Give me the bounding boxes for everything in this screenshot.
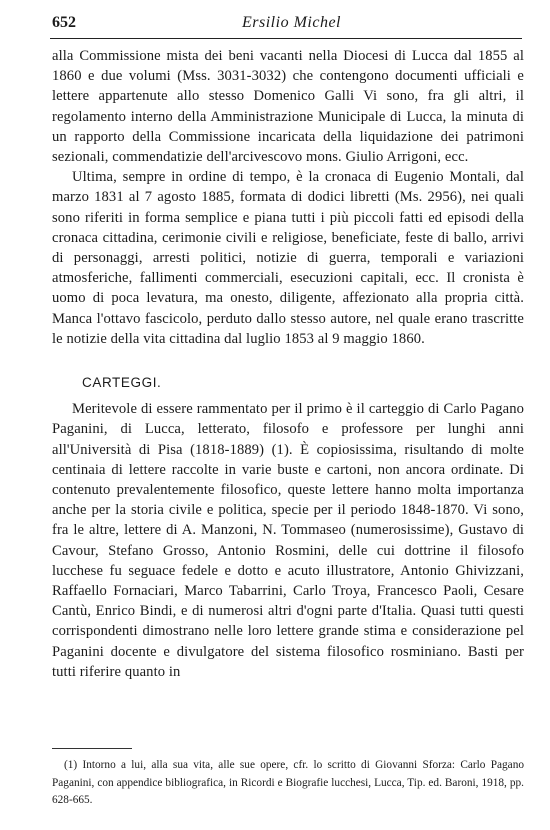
paragraph-montali-chronicle: Ultima, sempre in ordine di tempo, è la cronaca di Eugenio Montali, dal marzo 1831 al 7 agosto 1885, formata di dodici libretti (Ms. 2956), nei quali sono riferiti in forma semplice e piana tutti i più piccoli fatti ed episodi della cronaca cittadina, cerimonie civili e religiose, beneficiate, feste di ballo, arrivi di personaggi, arresti politici, notizie di guerra, temporali e variazioni atmosferiche, fallimenti commerciali, esecuzioni capitali, ecc. Il cronista è uomo di poca levatura, ma onesto, diligente, affezionato alla propria città. Manca l'ottavo fascicolo, perduto dallo stesso autore, nel quale erano trascritte le notizie della vita cittadina dal luglio 1853 al 9 maggio 1860. (52, 169, 524, 347)
footnote-rule (52, 748, 132, 749)
body-text (52, 46, 524, 682)
page-header (52, 10, 522, 36)
header-rule (50, 38, 522, 39)
page-number: 652 (52, 14, 76, 31)
paragraph-continued: alla Commissione mista dei beni vacanti nella Diocesi di Lucca dal 1855 al 1860 e due volumi (Mss. 3031-3032) che contengono documenti ufficiali e lettere appartenute allo stesso Domenico Galli Vi sono, fra gli altri, il regolamento interno della Amministrazione Municipale di Lucca, la minuta di un rapporto della Commissione incaricata della liquidazione dei patrimoni sezionali, commendatizie dell'arcivescovo mons. Giulio Arrigoni, ecc. (52, 48, 524, 166)
footnote (52, 757, 524, 810)
paragraph-carteggi: Meritevole di essere rammentato per il primo è il carteggio di Carlo Pagano Paganini, di Lucca, letterato, filosofo e professore per lunghi anni all'Università di Pisa (1818-1889) (1). È copiosissima, risultando di molte centinaia di lettere raccolte in varie buste e cartoni, non ancora ordinate. Di contenuto prevalentemente filosofico, queste lettere hanno molta importanza anche per la storia civile e politica, specie per il periodo 1848-1870. Vi sono, fra le altre, lettere di A. Manzoni, N. Tommaseo (numerosissime), Gustavo di Cavour, Stefano Grosso, Antonio Rosmini, delle cui dottrine il filosofo lucchese fu seguace fedele e dotto e acuto illustratore, Antonio Ghivizzani, Raffaello Fornaciari, Marco Tabarrini, Carlo Troya, Francesco Paoli, Cesare Cantù, Enrico Bindi, e di numerosi altri d'ogni parte d'Italia. Quasi tutti questi corrispondenti dimostrano nelle loro lettere grande stima e considerazione pel Paganini docente e divulgatore del sistema filosofico rosminiano. Basti per tutti riferire quanto in (52, 401, 524, 680)
footnote-text: (1) Intorno a lui, alla sua vita, alle sue opere, cfr. lo scritto di Giovanni Sforza: Carlo Pagano Paganini, con appendice bibliografica, in Ricordi e Biografie lucchesi, Lucca, Tip. ed. Baroni, 1918, pp. 628-665. (52, 759, 524, 806)
running-head: Ersilio Michel (242, 14, 341, 31)
section-heading: CARTEGGI. (82, 375, 162, 391)
